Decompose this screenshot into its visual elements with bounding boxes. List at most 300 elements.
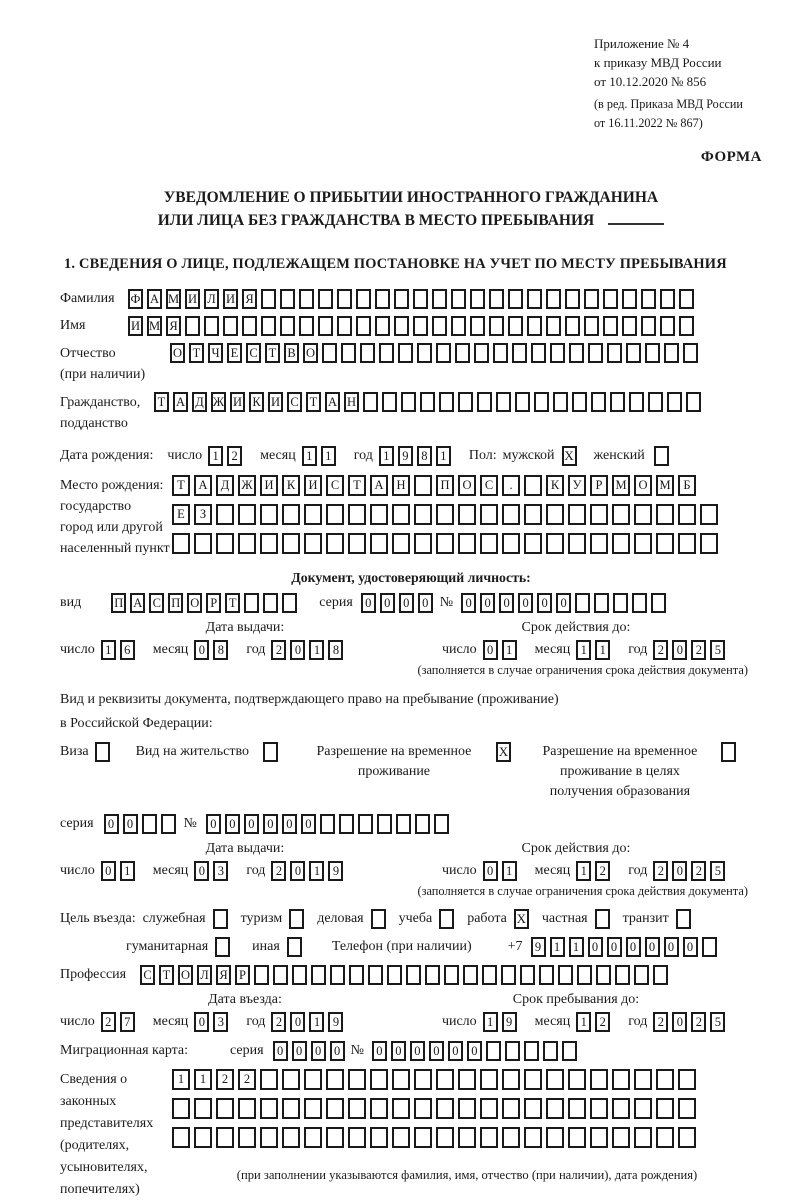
char-cell[interactable] <box>238 504 256 525</box>
char-cell[interactable] <box>392 1098 410 1119</box>
char-cell[interactable] <box>612 1127 630 1148</box>
char-cell[interactable]: Е <box>227 343 242 363</box>
char-cell[interactable]: 1 <box>309 1012 324 1032</box>
char-cell[interactable]: Т <box>189 343 204 363</box>
char-cell[interactable] <box>660 316 675 336</box>
char-cell[interactable]: С <box>140 965 155 985</box>
char-cell[interactable] <box>172 1098 190 1119</box>
char-cell[interactable]: Р <box>590 475 608 496</box>
char-cell[interactable] <box>508 289 523 309</box>
char-cell[interactable]: З <box>194 504 212 525</box>
char-cell[interactable] <box>142 814 157 834</box>
char-cell[interactable] <box>634 504 652 525</box>
char-cell[interactable] <box>645 343 660 363</box>
char-cell[interactable]: К <box>249 392 264 412</box>
char-cell[interactable]: 1 <box>172 1069 190 1090</box>
char-cell[interactable]: У <box>568 475 586 496</box>
char-cell[interactable]: Н <box>344 392 359 412</box>
char-cell[interactable] <box>565 316 580 336</box>
char-cell[interactable] <box>172 533 190 554</box>
char-cell[interactable]: Т <box>154 392 169 412</box>
char-cell[interactable] <box>394 316 409 336</box>
char-cell[interactable]: И <box>268 392 283 412</box>
char-cell[interactable]: 0 <box>672 640 687 660</box>
char-cell[interactable] <box>413 316 428 336</box>
char-cell[interactable] <box>216 1127 234 1148</box>
char-cell[interactable]: 2 <box>691 861 706 881</box>
char-cell[interactable] <box>527 289 542 309</box>
char-cell[interactable] <box>406 965 421 985</box>
char-cell[interactable] <box>238 533 256 554</box>
char-cell[interactable] <box>520 965 535 985</box>
purpose-other-checkbox[interactable] <box>287 937 302 957</box>
char-cell[interactable] <box>436 504 454 525</box>
char-cell[interactable]: 1 <box>309 640 324 660</box>
char-cell[interactable] <box>664 343 679 363</box>
char-cell[interactable] <box>615 965 630 985</box>
purpose-tourism-checkbox[interactable] <box>289 909 304 929</box>
char-cell[interactable]: Ф <box>128 289 143 309</box>
char-cell[interactable] <box>348 1127 366 1148</box>
char-cell[interactable] <box>414 1098 432 1119</box>
char-cell[interactable] <box>562 1041 577 1061</box>
char-cell[interactable] <box>413 289 428 309</box>
char-cell[interactable]: И <box>223 289 238 309</box>
char-cell[interactable] <box>482 965 497 985</box>
char-cell[interactable] <box>543 1041 558 1061</box>
char-cell[interactable] <box>489 289 504 309</box>
char-cell[interactable] <box>185 316 200 336</box>
char-cell[interactable] <box>656 1098 674 1119</box>
char-cell[interactable] <box>622 316 637 336</box>
char-cell[interactable] <box>299 316 314 336</box>
char-cell[interactable]: 1 <box>595 640 610 660</box>
char-cell[interactable] <box>326 1098 344 1119</box>
char-cell[interactable]: 1 <box>576 1012 591 1032</box>
char-cell[interactable]: П <box>111 593 126 613</box>
char-cell[interactable]: 0 <box>672 1012 687 1032</box>
char-cell[interactable]: 7 <box>120 1012 135 1032</box>
char-cell[interactable]: Т <box>265 343 280 363</box>
char-cell[interactable]: К <box>546 475 564 496</box>
char-cell[interactable] <box>260 1127 278 1148</box>
visa-checkbox[interactable] <box>95 742 110 762</box>
char-cell[interactable] <box>194 1098 212 1119</box>
char-cell[interactable] <box>702 937 717 957</box>
char-cell[interactable]: В <box>284 343 299 363</box>
char-cell[interactable] <box>634 533 652 554</box>
char-cell[interactable] <box>318 289 333 309</box>
char-cell[interactable] <box>326 1069 344 1090</box>
char-cell[interactable]: Я <box>242 289 257 309</box>
char-cell[interactable] <box>531 343 546 363</box>
char-cell[interactable] <box>260 504 278 525</box>
char-cell[interactable]: 1 <box>569 937 584 957</box>
char-cell[interactable] <box>356 289 371 309</box>
char-cell[interactable] <box>502 1069 520 1090</box>
char-cell[interactable] <box>304 533 322 554</box>
char-cell[interactable] <box>568 533 586 554</box>
char-cell[interactable] <box>348 533 366 554</box>
char-cell[interactable]: 0 <box>380 593 395 613</box>
char-cell[interactable]: 0 <box>301 814 316 834</box>
char-cell[interactable]: 0 <box>483 861 498 881</box>
char-cell[interactable]: 2 <box>227 446 242 466</box>
char-cell[interactable]: 3 <box>213 1012 228 1032</box>
char-cell[interactable] <box>280 316 295 336</box>
char-cell[interactable]: И <box>128 316 143 336</box>
char-cell[interactable] <box>572 392 587 412</box>
char-cell[interactable]: С <box>480 475 498 496</box>
char-cell[interactable] <box>534 392 549 412</box>
char-cell[interactable] <box>634 1127 652 1148</box>
char-cell[interactable] <box>292 965 307 985</box>
char-cell[interactable]: 1 <box>321 446 336 466</box>
char-cell[interactable] <box>463 965 478 985</box>
char-cell[interactable] <box>299 289 314 309</box>
char-cell[interactable] <box>414 475 432 496</box>
char-cell[interactable]: 2 <box>595 861 610 881</box>
char-cell[interactable] <box>656 1069 674 1090</box>
char-cell[interactable]: 9 <box>398 446 413 466</box>
char-cell[interactable] <box>679 316 694 336</box>
char-cell[interactable] <box>524 1069 542 1090</box>
char-cell[interactable] <box>451 316 466 336</box>
char-cell[interactable] <box>678 504 696 525</box>
char-cell[interactable] <box>375 316 390 336</box>
char-cell[interactable] <box>584 316 599 336</box>
char-cell[interactable] <box>568 1069 586 1090</box>
char-cell[interactable]: 9 <box>328 1012 343 1032</box>
purpose-humanitarian-checkbox[interactable] <box>215 937 230 957</box>
char-cell[interactable]: 1 <box>309 861 324 881</box>
char-cell[interactable] <box>398 343 413 363</box>
char-cell[interactable] <box>436 1127 454 1148</box>
char-cell[interactable] <box>368 965 383 985</box>
char-cell[interactable] <box>432 316 447 336</box>
char-cell[interactable] <box>546 289 561 309</box>
char-cell[interactable] <box>553 392 568 412</box>
char-cell[interactable]: 9 <box>531 937 546 957</box>
char-cell[interactable] <box>375 289 390 309</box>
char-cell[interactable] <box>584 289 599 309</box>
char-cell[interactable] <box>370 533 388 554</box>
char-cell[interactable] <box>700 533 718 554</box>
char-cell[interactable] <box>392 1127 410 1148</box>
char-cell[interactable]: 8 <box>213 640 228 660</box>
char-cell[interactable]: 0 <box>104 814 119 834</box>
char-cell[interactable] <box>524 533 542 554</box>
char-cell[interactable] <box>304 504 322 525</box>
char-cell[interactable] <box>489 316 504 336</box>
purpose-official-checkbox[interactable] <box>213 909 228 929</box>
char-cell[interactable] <box>458 504 476 525</box>
char-cell[interactable]: Т <box>225 593 240 613</box>
char-cell[interactable]: 2 <box>653 861 668 881</box>
char-cell[interactable] <box>524 475 542 496</box>
char-cell[interactable] <box>641 316 656 336</box>
char-cell[interactable] <box>480 504 498 525</box>
char-cell[interactable] <box>434 814 449 834</box>
char-cell[interactable] <box>612 533 630 554</box>
char-cell[interactable] <box>458 1098 476 1119</box>
char-cell[interactable] <box>370 504 388 525</box>
char-cell[interactable] <box>304 1098 322 1119</box>
char-cell[interactable] <box>370 1098 388 1119</box>
char-cell[interactable]: 0 <box>499 593 514 613</box>
char-cell[interactable]: Т <box>348 475 366 496</box>
char-cell[interactable] <box>326 1127 344 1148</box>
char-cell[interactable] <box>700 504 718 525</box>
char-cell[interactable]: 0 <box>607 937 622 957</box>
char-cell[interactable]: К <box>282 475 300 496</box>
char-cell[interactable] <box>238 1127 256 1148</box>
char-cell[interactable]: А <box>173 392 188 412</box>
char-cell[interactable] <box>603 316 618 336</box>
char-cell[interactable]: И <box>260 475 278 496</box>
char-cell[interactable] <box>568 504 586 525</box>
char-cell[interactable] <box>502 504 520 525</box>
char-cell[interactable] <box>612 1098 630 1119</box>
char-cell[interactable] <box>348 1098 366 1119</box>
char-cell[interactable]: Ж <box>211 392 226 412</box>
temp-residence-checkbox[interactable]: X <box>496 742 511 762</box>
char-cell[interactable] <box>439 392 454 412</box>
char-cell[interactable]: Ж <box>238 475 256 496</box>
purpose-work-checkbox[interactable]: X <box>514 909 529 929</box>
char-cell[interactable] <box>260 1098 278 1119</box>
char-cell[interactable] <box>634 965 649 985</box>
char-cell[interactable] <box>588 343 603 363</box>
char-cell[interactable]: 1 <box>483 1012 498 1032</box>
char-cell[interactable] <box>304 1127 322 1148</box>
char-cell[interactable] <box>238 1098 256 1119</box>
char-cell[interactable] <box>444 965 459 985</box>
char-cell[interactable] <box>436 533 454 554</box>
char-cell[interactable]: 0 <box>206 814 221 834</box>
char-cell[interactable] <box>527 316 542 336</box>
char-cell[interactable] <box>656 504 674 525</box>
char-cell[interactable] <box>610 392 625 412</box>
temp-residence-education-checkbox[interactable] <box>721 742 736 762</box>
char-cell[interactable]: 0 <box>101 861 116 881</box>
char-cell[interactable] <box>634 1098 652 1119</box>
char-cell[interactable] <box>414 504 432 525</box>
char-cell[interactable] <box>667 392 682 412</box>
char-cell[interactable] <box>626 343 641 363</box>
char-cell[interactable]: Р <box>206 593 221 613</box>
char-cell[interactable] <box>326 533 344 554</box>
char-cell[interactable]: 0 <box>645 937 660 957</box>
char-cell[interactable]: 2 <box>238 1069 256 1090</box>
char-cell[interactable]: О <box>634 475 652 496</box>
char-cell[interactable]: 0 <box>672 861 687 881</box>
char-cell[interactable] <box>339 814 354 834</box>
char-cell[interactable] <box>546 1069 564 1090</box>
char-cell[interactable] <box>358 814 373 834</box>
char-cell[interactable] <box>546 1127 564 1148</box>
char-cell[interactable] <box>607 343 622 363</box>
char-cell[interactable] <box>432 289 447 309</box>
char-cell[interactable]: 1 <box>576 861 591 881</box>
char-cell[interactable] <box>501 965 516 985</box>
char-cell[interactable]: И <box>304 475 322 496</box>
char-cell[interactable] <box>318 316 333 336</box>
char-cell[interactable] <box>280 289 295 309</box>
char-cell[interactable] <box>242 316 257 336</box>
char-cell[interactable] <box>480 1069 498 1090</box>
char-cell[interactable]: 0 <box>626 937 641 957</box>
char-cell[interactable] <box>612 1069 630 1090</box>
char-cell[interactable] <box>282 1069 300 1090</box>
char-cell[interactable]: Д <box>192 392 207 412</box>
char-cell[interactable]: Я <box>166 316 181 336</box>
char-cell[interactable] <box>348 504 366 525</box>
char-cell[interactable]: 9 <box>328 861 343 881</box>
char-cell[interactable] <box>414 1069 432 1090</box>
char-cell[interactable] <box>458 392 473 412</box>
char-cell[interactable]: Л <box>197 965 212 985</box>
char-cell[interactable]: Т <box>306 392 321 412</box>
char-cell[interactable] <box>451 289 466 309</box>
char-cell[interactable] <box>260 1069 278 1090</box>
char-cell[interactable] <box>546 504 564 525</box>
char-cell[interactable] <box>678 533 696 554</box>
char-cell[interactable] <box>337 289 352 309</box>
char-cell[interactable] <box>474 343 489 363</box>
char-cell[interactable]: 0 <box>537 593 552 613</box>
char-cell[interactable] <box>683 343 698 363</box>
char-cell[interactable]: 2 <box>101 1012 116 1032</box>
char-cell[interactable]: Л <box>204 289 219 309</box>
char-cell[interactable] <box>356 316 371 336</box>
char-cell[interactable]: 0 <box>418 593 433 613</box>
char-cell[interactable] <box>470 316 485 336</box>
char-cell[interactable]: С <box>246 343 261 363</box>
char-cell[interactable]: 0 <box>429 1041 444 1061</box>
char-cell[interactable] <box>486 1041 501 1061</box>
char-cell[interactable]: 2 <box>271 1012 286 1032</box>
char-cell[interactable]: 2 <box>271 640 286 660</box>
char-cell[interactable] <box>304 1069 322 1090</box>
char-cell[interactable] <box>524 1098 542 1119</box>
sex-female-checkbox[interactable] <box>654 446 669 466</box>
char-cell[interactable]: 1 <box>194 1069 212 1090</box>
char-cell[interactable]: 0 <box>290 640 305 660</box>
char-cell[interactable]: М <box>166 289 181 309</box>
char-cell[interactable] <box>612 504 630 525</box>
char-cell[interactable] <box>415 814 430 834</box>
sex-male-checkbox[interactable]: X <box>562 446 577 466</box>
char-cell[interactable]: А <box>147 289 162 309</box>
char-cell[interactable] <box>480 1127 498 1148</box>
char-cell[interactable] <box>254 965 269 985</box>
char-cell[interactable] <box>420 392 435 412</box>
char-cell[interactable] <box>282 593 297 613</box>
char-cell[interactable]: 8 <box>417 446 432 466</box>
char-cell[interactable] <box>330 965 345 985</box>
char-cell[interactable] <box>311 965 326 985</box>
char-cell[interactable]: Р <box>235 965 250 985</box>
char-cell[interactable] <box>349 965 364 985</box>
char-cell[interactable] <box>326 504 344 525</box>
char-cell[interactable] <box>651 593 666 613</box>
char-cell[interactable] <box>370 1127 388 1148</box>
char-cell[interactable] <box>480 1098 498 1119</box>
char-cell[interactable] <box>575 593 590 613</box>
char-cell[interactable]: 0 <box>448 1041 463 1061</box>
char-cell[interactable] <box>320 814 335 834</box>
char-cell[interactable] <box>502 533 520 554</box>
char-cell[interactable] <box>686 392 701 412</box>
char-cell[interactable]: О <box>303 343 318 363</box>
char-cell[interactable]: 1 <box>120 861 135 881</box>
char-cell[interactable]: 0 <box>290 1012 305 1032</box>
char-cell[interactable] <box>622 289 637 309</box>
char-cell[interactable] <box>261 289 276 309</box>
char-cell[interactable] <box>577 965 592 985</box>
char-cell[interactable] <box>260 533 278 554</box>
char-cell[interactable]: 2 <box>653 640 668 660</box>
char-cell[interactable] <box>322 343 337 363</box>
char-cell[interactable]: Д <box>216 475 234 496</box>
char-cell[interactable]: Т <box>172 475 190 496</box>
char-cell[interactable] <box>414 533 432 554</box>
char-cell[interactable] <box>194 1127 212 1148</box>
char-cell[interactable] <box>244 593 259 613</box>
char-cell[interactable]: 0 <box>361 593 376 613</box>
char-cell[interactable] <box>678 1127 696 1148</box>
char-cell[interactable]: 0 <box>410 1041 425 1061</box>
char-cell[interactable]: 5 <box>710 640 725 660</box>
char-cell[interactable] <box>678 1098 696 1119</box>
char-cell[interactable]: 8 <box>328 640 343 660</box>
char-cell[interactable]: 1 <box>502 640 517 660</box>
char-cell[interactable]: О <box>187 593 202 613</box>
char-cell[interactable] <box>594 593 609 613</box>
char-cell[interactable] <box>261 316 276 336</box>
char-cell[interactable]: С <box>326 475 344 496</box>
char-cell[interactable] <box>377 814 392 834</box>
char-cell[interactable] <box>505 1041 520 1061</box>
char-cell[interactable] <box>370 1069 388 1090</box>
char-cell[interactable] <box>634 1069 652 1090</box>
char-cell[interactable]: М <box>656 475 674 496</box>
char-cell[interactable] <box>546 316 561 336</box>
char-cell[interactable] <box>508 316 523 336</box>
char-cell[interactable] <box>590 504 608 525</box>
char-cell[interactable] <box>493 343 508 363</box>
char-cell[interactable]: О <box>458 475 476 496</box>
char-cell[interactable]: 0 <box>263 814 278 834</box>
char-cell[interactable]: 0 <box>556 593 571 613</box>
char-cell[interactable] <box>590 1069 608 1090</box>
char-cell[interactable] <box>436 1098 454 1119</box>
char-cell[interactable]: 0 <box>194 861 209 881</box>
char-cell[interactable]: 1 <box>379 446 394 466</box>
char-cell[interactable]: О <box>178 965 193 985</box>
char-cell[interactable] <box>392 504 410 525</box>
char-cell[interactable] <box>348 1069 366 1090</box>
char-cell[interactable] <box>363 392 378 412</box>
char-cell[interactable]: 0 <box>399 593 414 613</box>
char-cell[interactable]: 5 <box>710 1012 725 1032</box>
char-cell[interactable] <box>477 392 492 412</box>
purpose-private-checkbox[interactable] <box>595 909 610 929</box>
char-cell[interactable] <box>590 1127 608 1148</box>
char-cell[interactable] <box>558 965 573 985</box>
char-cell[interactable]: 1 <box>436 446 451 466</box>
